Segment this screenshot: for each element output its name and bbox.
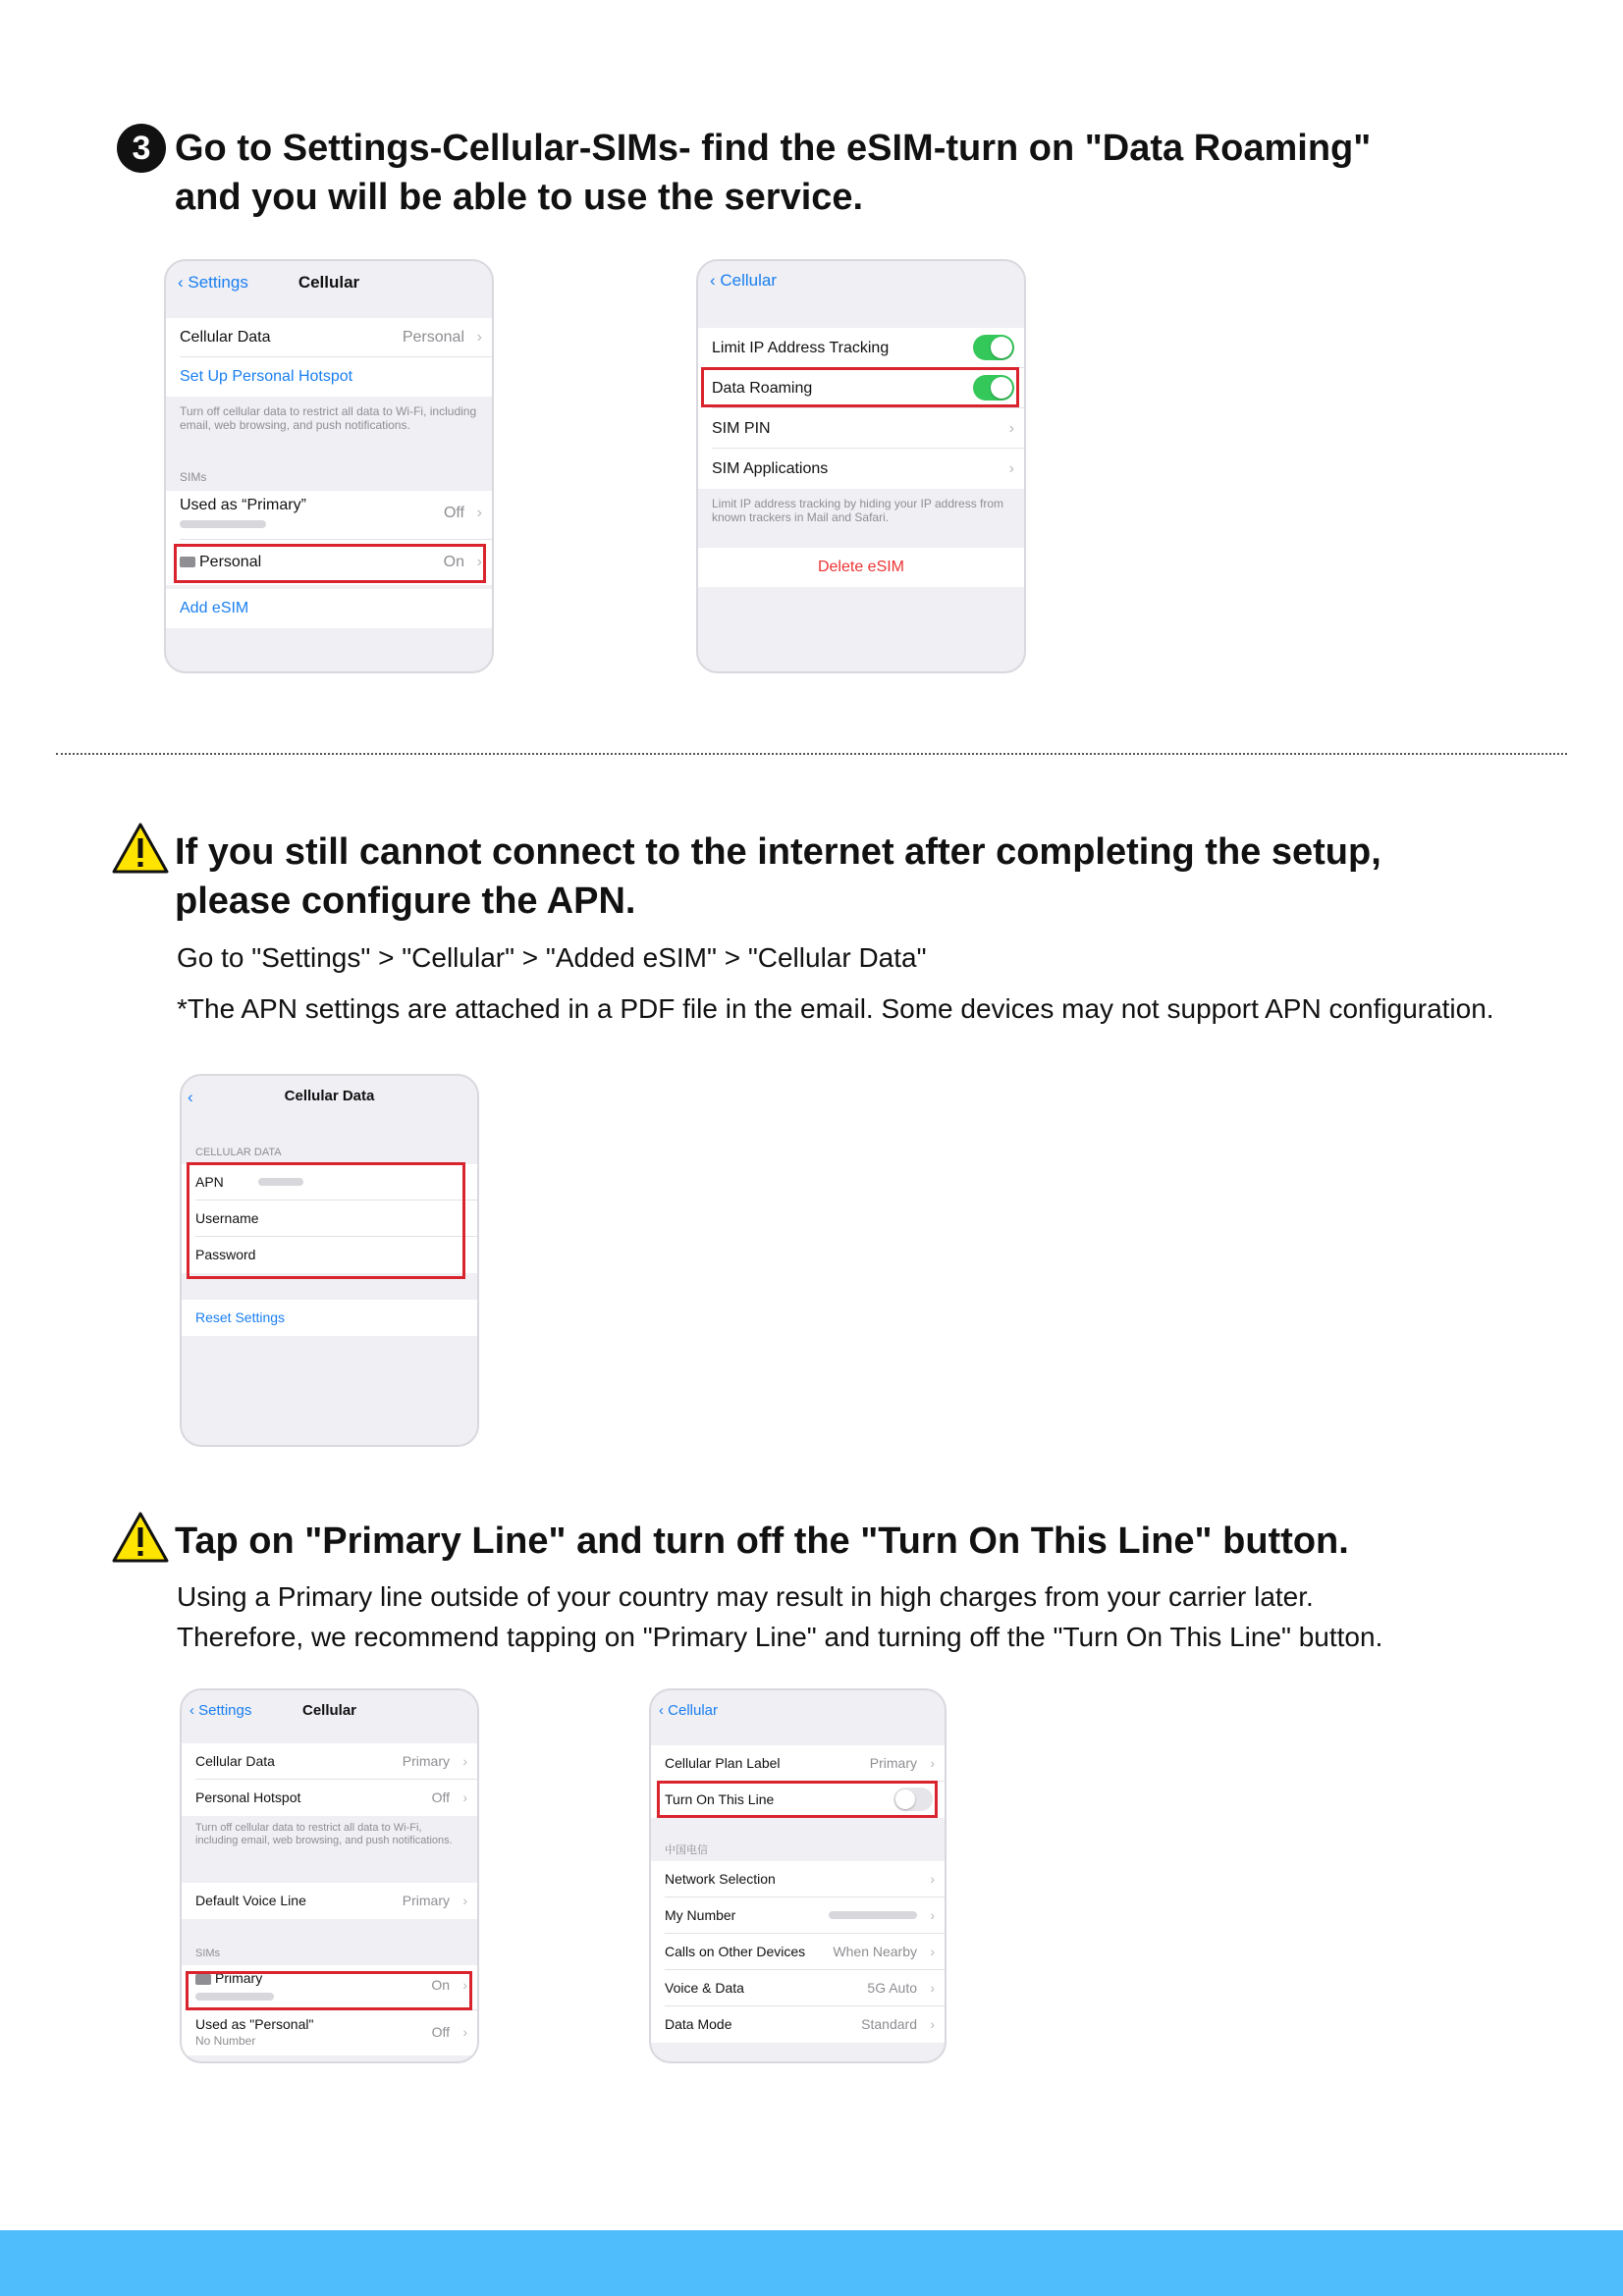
primary-text-line1: Using a Primary line outside of your country may result in high charges from your carrier later. <box>177 1581 1314 1612</box>
nav-bar <box>182 1076 477 1123</box>
chevron-right-icon: › <box>930 2016 935 2032</box>
phone-screenshot-cellular <box>164 259 494 673</box>
sim-apps-row[interactable]: SIM Applications › <box>698 449 1024 489</box>
primary-heading: Tap on "Primary Line" and turn off the "Turn On This Line" button. <box>175 1521 1349 1562</box>
limit-ip-note: Limit IP address tracking by hiding your IP address from known trackers in Mail and Safari. <box>712 497 1004 524</box>
cellular-note: Turn off cellular data to restrict all data to Wi-Fi, including email, web browsing, and push notifications. <box>195 1822 453 1846</box>
back-button[interactable]: ‹ Cellular <box>710 271 778 290</box>
add-esim-link[interactable]: Add eSIM <box>166 589 492 628</box>
chevron-right-icon: › <box>1008 460 1014 477</box>
nav-title: Cellular <box>301 1702 357 1719</box>
warning-icon <box>112 1512 169 1563</box>
limit-ip-row[interactable]: Limit IP Address Tracking <box>698 328 1024 368</box>
back-button[interactable]: ‹ Settings <box>178 273 248 292</box>
apn-heading-line2: please configure the APN. <box>175 881 636 922</box>
chevron-right-icon: › <box>930 1907 935 1923</box>
step3-heading-line1: Go to Settings-Cellular-SIMs- find the eSIM-turn on "Data Roaming" <box>175 128 1372 169</box>
warning-icon <box>112 823 169 874</box>
carrier-section-header: 中国电信 <box>665 1844 708 1856</box>
sims-header: SIMs <box>180 470 207 484</box>
highlight-box <box>657 1781 938 1818</box>
data-mode-row[interactable]: Data Mode Standard › <box>651 2006 945 2043</box>
nav-bar <box>166 261 492 308</box>
primary-text-line2: Therefore, we recommend tapping on "Primary Line" and turning off the "Turn On This Line" button. <box>177 1622 1383 1652</box>
sims-header: SIMs <box>195 1948 221 1959</box>
apn-row[interactable]: APN <box>182 1164 477 1201</box>
chevron-right-icon: › <box>462 2024 467 2040</box>
chevron-right-icon: › <box>462 1789 467 1805</box>
back-button[interactable]: ‹ <box>188 1088 193 1106</box>
network-selection-row[interactable]: Network Selection › <box>651 1861 945 1897</box>
chevron-right-icon: › <box>930 1871 935 1887</box>
personal-sim-row[interactable]: Used as "Personal" No Number Off › <box>182 2010 477 2056</box>
highlight-box <box>701 367 1019 407</box>
default-voice-row[interactable]: Default Voice Line Primary › <box>182 1883 477 1919</box>
nav-bar <box>698 261 1024 300</box>
cellular-note: Turn off cellular data to restrict all data to Wi-Fi, including email, web browsing, and push notifications. <box>180 404 477 432</box>
highlight-box <box>186 1971 472 2010</box>
phone-screenshot-cellular-primary <box>180 1688 479 2063</box>
chevron-right-icon: › <box>930 1944 935 1959</box>
chevron-right-icon: › <box>476 329 482 346</box>
back-button[interactable]: ‹ Cellular <box>659 1702 719 1719</box>
calls-other-devices-row[interactable]: Calls on Other Devices When Nearby › <box>651 1934 945 1970</box>
back-button[interactable]: ‹ Settings <box>189 1702 252 1719</box>
cellular-plan-label-row[interactable]: Cellular Plan Label Primary › <box>651 1745 945 1782</box>
limit-ip-toggle[interactable] <box>973 335 1014 360</box>
delete-esim-button[interactable]: Delete eSIM <box>698 548 1024 587</box>
chevron-right-icon: › <box>476 505 482 521</box>
step-number-badge: 3 <box>117 124 166 173</box>
apn-note: *The APN settings are attached in a PDF file in the email. Some devices may not support APN configuration. <box>177 993 1494 1024</box>
chevron-right-icon: › <box>462 1893 467 1908</box>
highlight-box <box>187 1162 465 1279</box>
my-number-row[interactable]: My Number › <box>651 1897 945 1934</box>
chevron-right-icon: › <box>476 554 482 570</box>
primary-sim-row[interactable]: Used as “Primary” Off › <box>166 491 492 540</box>
sim-pin-row[interactable]: SIM PIN › <box>698 408 1024 449</box>
step3-heading <box>175 124 1371 222</box>
apn-heading-line1: If you still cannot connect to the internet after completing the setup, <box>175 831 1381 873</box>
voice-data-row[interactable]: Voice & Data 5G Auto › <box>651 1970 945 2006</box>
hotspot-link[interactable]: Set Up Personal Hotspot <box>166 357 492 397</box>
nav-bar <box>182 1690 477 1737</box>
chevron-right-icon: › <box>1008 420 1014 437</box>
phone-screenshot-esim <box>696 259 1026 673</box>
step3-heading-line2: and you will be able to use the service. <box>175 177 864 218</box>
personal-hotspot-row[interactable]: Personal Hotspot Off › <box>182 1780 477 1816</box>
apn-heading <box>175 828 1381 926</box>
nav-title: Cellular <box>298 273 360 292</box>
chevron-right-icon: › <box>930 1980 935 1996</box>
chevron-right-icon: › <box>462 1753 467 1769</box>
bottom-bar <box>0 2230 1623 2296</box>
nav-bar <box>651 1690 945 1737</box>
personal-sim-row[interactable]: Personal On › <box>166 540 492 585</box>
reset-settings-link[interactable]: Reset Settings <box>182 1300 477 1336</box>
cellular-data-row[interactable]: Cellular Data Personal › <box>166 318 492 357</box>
apn-instruction: Go to "Settings" > "Cellular" > "Added eSIM" > "Cellular Data" <box>177 942 927 973</box>
username-row[interactable]: Username <box>182 1201 477 1237</box>
data-roaming-row[interactable]: Data Roaming <box>698 368 1024 408</box>
phone-screenshot-primary-line <box>649 1688 947 2063</box>
phone-screenshot-apn <box>180 1074 479 1447</box>
primary-sim-row[interactable]: Primary On › <box>182 1965 477 2010</box>
section-divider <box>56 753 1567 755</box>
chevron-right-icon: › <box>462 1977 467 1993</box>
chevron-right-icon: › <box>930 1755 935 1771</box>
turn-on-line-row[interactable]: Turn On This Line <box>651 1782 945 1818</box>
cellular-data-section-header: CELLULAR DATA <box>195 1147 282 1158</box>
cellular-data-row[interactable]: Cellular Data Primary › <box>182 1743 477 1780</box>
highlight-box <box>174 544 486 583</box>
nav-title: Cellular Data <box>284 1088 375 1104</box>
password-row[interactable]: Password <box>182 1237 477 1273</box>
